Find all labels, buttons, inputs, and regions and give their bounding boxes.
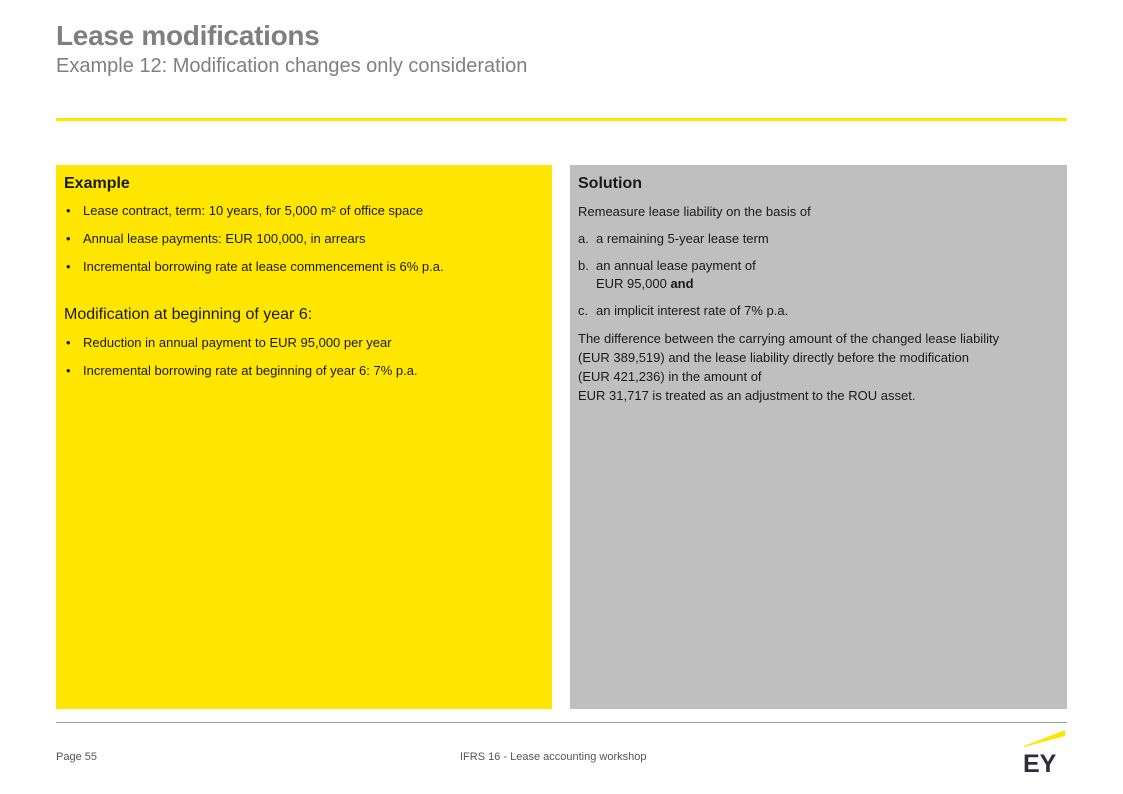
list-text: a remaining 5-year lease term (596, 231, 769, 246)
list-text-continued: EUR 95,000 (596, 276, 667, 291)
paragraph-line: (EUR 389,519) and the lease liability directly before the modification (578, 350, 969, 365)
list-item: • Lease contract, term: 10 years, for 5,000 m² of office space (64, 202, 544, 220)
example-heading: Example (64, 175, 130, 192)
title-underline (56, 118, 1067, 121)
paragraph-line: (EUR 421,236) in the amount of (578, 369, 762, 384)
list-item (578, 302, 1059, 320)
list-text: an annual lease payment of (596, 258, 756, 273)
solution-lettered-list (578, 230, 1059, 320)
solution-panel (570, 165, 1067, 709)
list-item (578, 257, 1059, 293)
list-item: • Reduction in annual payment to EUR 95,000 per year (64, 334, 544, 352)
page-number: Page 55 (56, 751, 97, 763)
list-letter: b. (578, 258, 589, 273)
list-item: • Incremental borrowing rate at beginning of year 6: 7% p.a. (64, 362, 544, 380)
list-text-bold: and (670, 276, 694, 291)
page-title: Lease modifications (56, 20, 320, 51)
modification-heading: Modification at beginning of year 6: (64, 306, 313, 323)
modification-bullet-list (64, 334, 544, 380)
difference-paragraph (578, 329, 1059, 405)
example-panel (56, 165, 552, 709)
solution-heading: Solution (578, 175, 642, 192)
ey-logo (1021, 730, 1067, 774)
page-subtitle: Example 12: Modification changes only consideration (56, 55, 528, 77)
example-bullet-list (64, 202, 544, 276)
footer-divider (56, 722, 1067, 723)
list-letter: c. (578, 303, 589, 318)
list-item: • Annual lease payments: EUR 100,000, in arrears (64, 230, 544, 248)
paragraph-line: EUR 31,717 is treated as an adjustment to the ROU asset. (578, 388, 916, 403)
list-item (578, 230, 1059, 248)
logo-text: EY (1023, 750, 1057, 774)
paragraph-line: The difference between the carrying amount of the changed lease liability (578, 331, 1000, 346)
logo-beam (1024, 730, 1065, 747)
list-text: an implicit interest rate of 7% p.a. (596, 303, 789, 318)
list-item: • Incremental borrowing rate at lease commencement is 6% p.a. (64, 258, 544, 276)
list-letter: a. (578, 231, 589, 246)
footer-title: IFRS 16 - Lease accounting workshop (460, 751, 647, 763)
solution-intro: Remeasure lease liability on the basis of (578, 204, 811, 219)
